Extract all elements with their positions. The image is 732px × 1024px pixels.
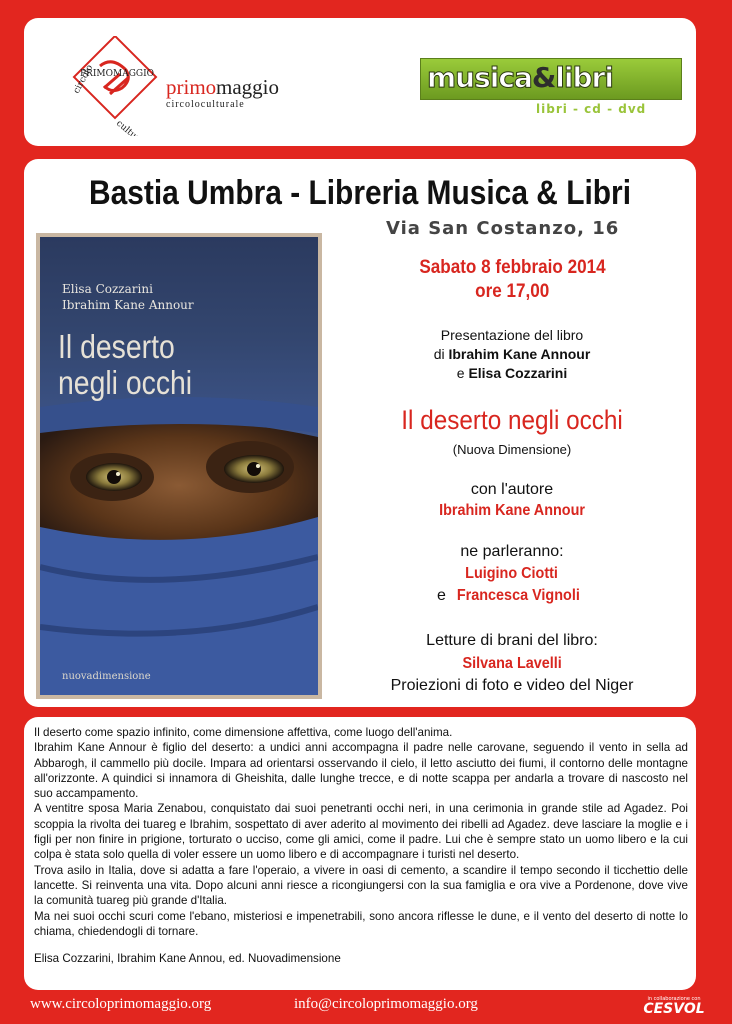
description-paragraph-2: Ibrahim Kane Annour è figlio del deserto: a undici anni accompagna il padre nelle carovane, seguendo il vento in sella ad Abbarogh, il cammello più docile. Impara ad orientarsi osservando il cielo, il letto asciutto dei fiumi, il contorno delle montagne all'orizzonte. A quindici si innamora di Gheishita, dalle lunghe trecce, e di notte scappa per andarla a trovare di nascosto nel suo accampamento.	[34, 741, 688, 801]
cesvol-logo-caption: in collaborazione con	[647, 996, 701, 1002]
circolo-primomaggio-logo	[66, 36, 306, 136]
logo-word-primo: primo	[166, 75, 217, 99]
logo-tagline: circoloculturale	[166, 99, 245, 110]
cesvol-logo	[643, 996, 705, 1016]
musica-libri-logo	[420, 58, 682, 128]
readings-label: Letture di brani del libro:	[426, 632, 598, 649]
logo-musica: musica	[427, 61, 532, 94]
book-description	[34, 725, 688, 966]
description-paragraph-3: A ventitre sposa Maria Zenabou, conquistato dai suoi penetranti occhi neri, in una cerimonia in grande stile ad Agadez. Poi scoppia la rivolta dei tuareg e Ibrahim, sospettato di aver aderito al movimento dei ribelli ad Agadez. deve lasciare la moglie e i figli per non finire in prigione, torturato o ucciso, come gli amici, come il padre. Lui che è sempre stato un uomo libero e la cui colpa è stata solo quella di voler essere un uomo libero e di accompagnare i turisti nel deserto.	[34, 802, 688, 862]
speaker-2-text: Francesca Vignoli	[457, 587, 581, 604]
book-cover-artwork	[40, 237, 318, 695]
book-title	[334, 405, 690, 436]
intro-line-3-prefix: e	[456, 365, 469, 381]
description-paragraph-5: Ma nei suoi occhi scuri come l'ebano, misteriosi e impenetrabili, sono ancora riflesse le dune, e il vento del deserto di notte lo chiama, chiedendogli di tornare.	[34, 909, 688, 938]
speaker-2-prefix: e	[437, 587, 451, 604]
publisher-note: (Nuova Dimensione)	[452, 442, 572, 457]
logo-arc-name: PRIMOMAGGIO	[80, 69, 155, 79]
author-name	[334, 502, 690, 520]
cover-title-line-2: negli occhi	[58, 364, 193, 401]
cesvol-logo-text: CESVOL	[643, 1001, 705, 1017]
logo-libri: libri	[555, 61, 613, 94]
logo-arc-culturale: culturale	[114, 118, 152, 136]
speaker-2	[334, 587, 690, 605]
musica-libri-logo-subtitle: libri - cd - dvd	[536, 102, 647, 116]
cover-author-2: Ibrahim Kane Annour	[62, 298, 194, 312]
cover-title-line-1: Il deserto	[58, 328, 175, 365]
description-panel	[24, 717, 696, 990]
intro-line-2-prefix: di	[433, 346, 449, 362]
speaker-1-text: Luigino Ciotti	[465, 565, 559, 582]
event-address: Via San Costanzo, 16	[386, 218, 620, 239]
book-title-text: Il deserto negli occhi	[401, 405, 623, 435]
projections-note: Proiezioni di foto e video del Niger	[390, 677, 634, 694]
logo-ampersand: &	[531, 61, 556, 94]
cover-publisher: nuovadimensione	[62, 671, 151, 682]
event-title: Bastia Umbra - Libreria Musica & Libri	[88, 174, 632, 212]
speakers-label: ne parleranno:	[460, 543, 564, 560]
event-time	[334, 281, 690, 303]
author-label: con l'autore	[470, 481, 554, 498]
reader-name-text: Silvana Lavelli	[462, 655, 562, 672]
speaker-1	[334, 565, 690, 583]
author-name-text: Ibrahim Kane Annour	[439, 502, 585, 519]
cover-author-1: Elisa Cozzarini	[62, 282, 153, 296]
cover-authors	[62, 281, 194, 313]
intro-line-1: Presentazione del libro	[440, 327, 584, 343]
musica-libri-logo-box	[420, 58, 682, 100]
musica-libri-logo-text	[427, 61, 613, 95]
book-cover-image	[36, 233, 322, 699]
event-time-text: ore 17,00	[474, 281, 550, 302]
description-paragraph-1: Il deserto come spazio infinito, come dimensione affettiva, come luogo dell'anima.	[34, 726, 453, 739]
intro-line-2	[334, 346, 690, 362]
intro-author-name: Ibrahim Kane Annour	[448, 346, 591, 362]
primomaggio-emblem-icon	[66, 36, 306, 136]
description-paragraph-4: Trova asilo in Italia, dove si adatta a fare l'operaio, a vivere in oasi di cemento, a scandire il tempo secondo il ticchettio delle lancette. Si reinventa una vita. Dopo alcuni anni riesce a ricongiungersi con la sua famiglia e ora vive a Pordenone, dove vive la comunità tuareg più grande d'Italia.	[34, 863, 688, 908]
intro-coauthor-name: Elisa Cozzarini	[468, 365, 568, 381]
footer-email-link[interactable]: info@circoloprimomaggio.org	[294, 996, 478, 1012]
cover-title	[58, 329, 192, 401]
reader-name	[334, 655, 690, 673]
footer-website-link[interactable]: www.circoloprimomaggio.org	[30, 996, 212, 1012]
logo-arc-circolo: circolo	[71, 63, 96, 96]
event-date-text: Sabato 8 febbraio 2014	[418, 257, 606, 278]
intro-line-3	[334, 365, 690, 381]
header-panel	[24, 18, 696, 146]
event-date	[334, 257, 690, 279]
logo-word-maggio: maggio	[216, 75, 279, 99]
description-credit: Elisa Cozzarini, Ibrahim Kane Annou, ed. Nuovadimensione	[34, 952, 341, 966]
event-panel	[24, 159, 696, 707]
